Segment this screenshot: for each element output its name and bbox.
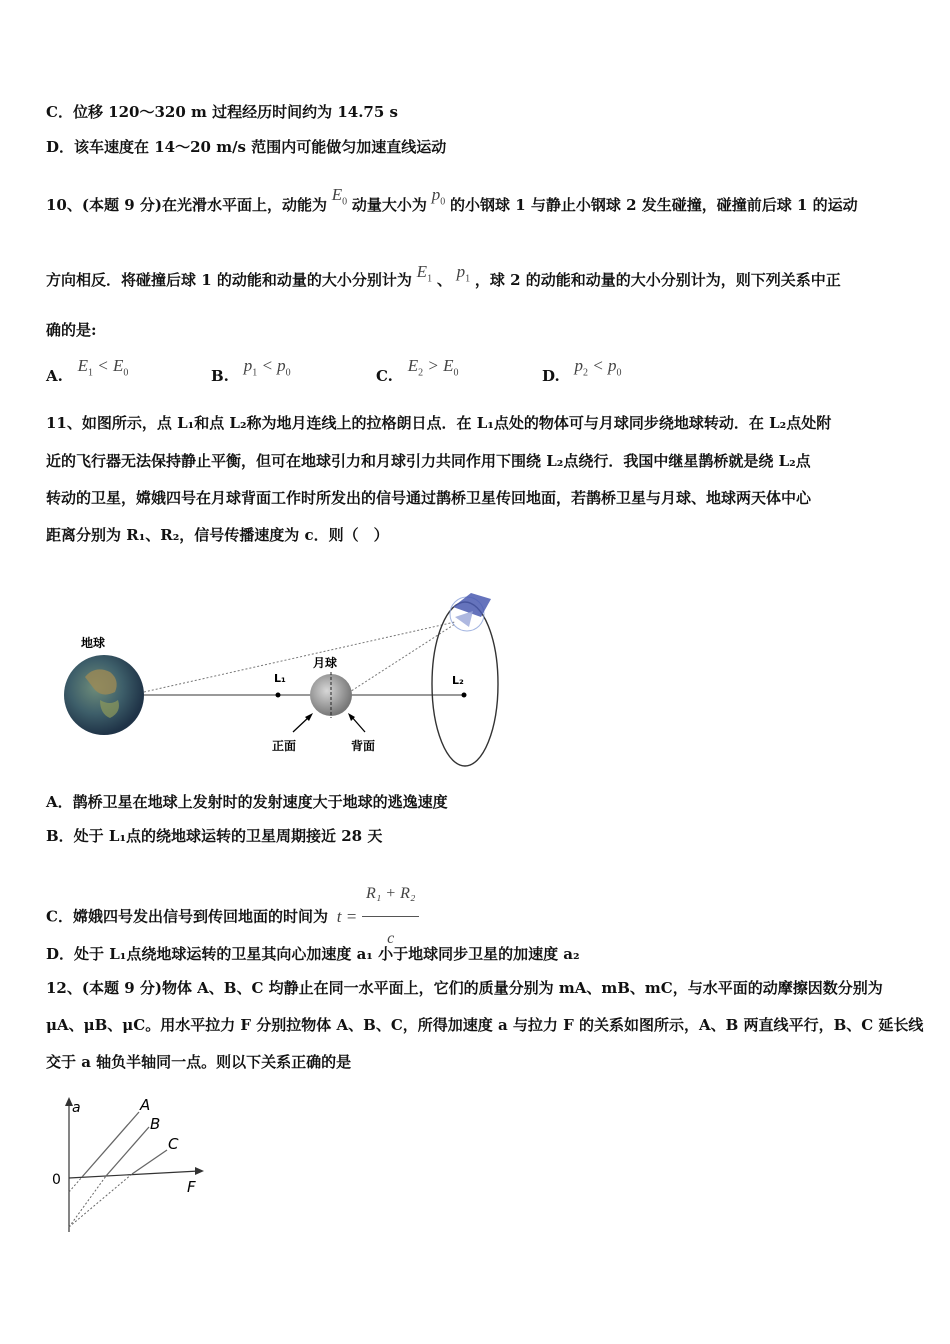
q10-line3: 确的是: <box>46 321 97 339</box>
q10-option-d: D. $p_2 < p_0$ <box>542 356 622 385</box>
q9-option-c: C．位移 120～320 m 过程经历时间约为 14.75 s <box>46 103 398 121</box>
f-axis-arrow <box>195 1167 204 1175</box>
q11-line4: 距离分别为 R₁、R₂，信号传播速度为 c．则（ ） <box>46 526 389 544</box>
satellite-panel-icon <box>455 611 473 627</box>
q11-option-d: D．处于 L₁点绕地球运转的卫星其向心加速度 a₁ 小于地球同步卫星的加速度 a₂ <box>46 945 580 963</box>
earth-label: 地球 <box>81 636 106 650</box>
q10-text-b: 动量大小为 <box>351 196 427 214</box>
earth-moon-figure <box>55 582 515 772</box>
a-axis-label: a <box>72 1100 81 1116</box>
q12-line1: 12、(本题 9 分)物体 A、B、C 均静止在同一水平面上，它们的质量分别为 mA、mB、mC，与水平面的动摩擦因数分别为 <box>46 979 883 997</box>
q11-line3: 转动的卫星，嫦娥四号在月球背面工作时所发出的信号通过鹊桥卫星传回地面，若鹊桥卫星与月球、地球两天体中心 <box>46 489 812 507</box>
q10-p1: $p_1$ <box>456 262 471 285</box>
l1-point <box>276 693 281 698</box>
line-b <box>106 1127 149 1176</box>
origin-label: 0 <box>52 1172 61 1188</box>
q10-E1: $E_1$ <box>416 262 433 285</box>
line-a <box>82 1112 139 1177</box>
q10-option-c: C. $E_2 > E_0$ <box>376 356 459 385</box>
back-label: 背面 <box>351 739 376 753</box>
q10-option-b: B. $p_1 < p_0$ <box>211 356 291 385</box>
line-c <box>132 1150 167 1174</box>
q11-line1: 11、如图所示，点 L₁和点 L₂称为地月连线上的拉格朗日点．在 L₁点处的物体可与月球同步绕地球转动．在 L₂点处附 <box>46 414 832 432</box>
q12-line3: 交于 a 轴负半轴同一点。则以下关系正确的是 <box>46 1053 352 1071</box>
q10-text-a: 10、(本题 9 分)在光滑水平面上，动能为 <box>46 196 327 214</box>
q12-line2: μA、μB、μC。用水平拉力 F 分别拉物体 A、B、C，所得加速度 a 与拉力 F 的关系如图所示，A、B 两直线平行，B、C 延长线 <box>46 1016 924 1034</box>
q9-option-d: D．该车速度在 14～20 m/s 范围内可能做匀加速直线运动 <box>46 138 447 156</box>
l1-label: L₁ <box>274 672 286 685</box>
front-label: 正面 <box>272 739 297 753</box>
q11-line2: 近的飞行器无法保持静止平衡，但可在地球引力和月球引力共同作用下围绕 L₂点绕行．我国中继星鹊桥就是绕 L₂点 <box>46 452 811 470</box>
q11-option-a: A．鹊桥卫星在地球上发射时的发射速度大于地球的逃逸速度 <box>46 793 448 811</box>
line-c-label: C <box>168 1135 179 1153</box>
line-b-label: B <box>150 1115 161 1133</box>
f-axis-label: F <box>187 1178 196 1196</box>
l2-point <box>462 693 467 698</box>
q10-line1 <box>46 185 858 222</box>
a-f-graph <box>44 1092 214 1242</box>
q10-line2 <box>46 262 841 297</box>
q10-p0: $p_0$ <box>431 185 446 208</box>
moon-label: 月球 <box>313 656 338 670</box>
line-b-extension <box>69 1176 106 1227</box>
q10-option-a: A. $E_1 < E_0$ <box>46 356 129 385</box>
q10-text-d: 方向相反．将碰撞后球 1 的动能和动量的大小分别计为 <box>46 271 412 289</box>
earth-icon <box>64 655 144 735</box>
q10-sep: 、 <box>436 271 452 289</box>
q11-option-c: C．嫦娥四号发出信号到传回地面的时间为 t = $\frac{\text{R₁ + R₂}}{c}$ <box>46 872 419 961</box>
line-a-label: A <box>140 1096 151 1114</box>
halo-orbit <box>432 602 498 766</box>
q10-E0: $E_0$ <box>331 185 348 208</box>
q10-text-c: 的小钢球 1 与静止小钢球 2 发生碰撞，碰撞前后球 1 的运动 <box>449 196 858 214</box>
earth-satellite-line <box>144 622 455 692</box>
q11-option-b: B．处于 L₁点的绕地球运转的卫星周期接近 28 天 <box>46 827 383 845</box>
line-a-extension <box>69 1177 82 1192</box>
q11-fraction: $\frac{\text{R₁ + R₂}}{c}$ <box>362 872 419 961</box>
q10-text-e: ，球 2 的动能和动量的大小分别计为，则下列关系中正 <box>474 271 841 289</box>
l2-label: L₂ <box>452 674 464 687</box>
line-c-extension <box>69 1174 132 1227</box>
